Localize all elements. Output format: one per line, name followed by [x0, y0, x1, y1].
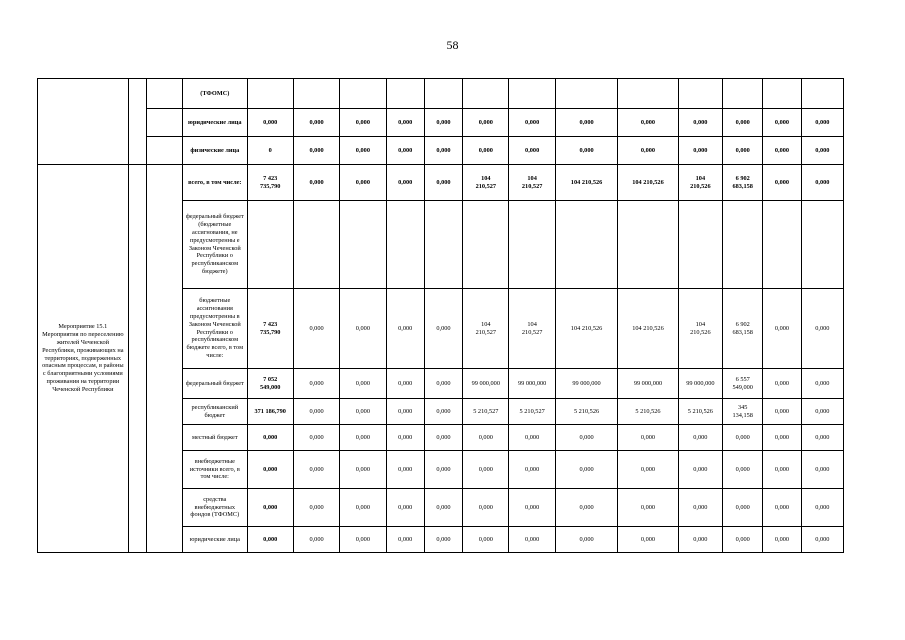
value-cell: 0,000 — [386, 369, 424, 399]
value-cell: 7 423 735,790 — [247, 165, 293, 201]
value-cell — [247, 79, 293, 109]
value-cell: 0,000 — [340, 109, 386, 137]
value-cell: 0,000 — [555, 451, 617, 489]
value-cell: 0,000 — [801, 527, 843, 553]
value-cell: 0,000 — [801, 425, 843, 451]
value-cell: 0,000 — [555, 527, 617, 553]
value-cell: 0,000 — [424, 451, 462, 489]
value-cell: 0,000 — [723, 489, 763, 527]
value-cell: 99 000,000 — [555, 369, 617, 399]
value-cell: 0,000 — [424, 489, 462, 527]
value-cell: 0,000 — [424, 527, 462, 553]
value-cell — [618, 201, 678, 289]
value-cell: 0,000 — [678, 451, 722, 489]
empty-cell — [128, 165, 146, 553]
value-cell: 0,000 — [293, 451, 339, 489]
funding-source-label: внебюджетные источники всего, в том числе: — [183, 451, 247, 489]
table-row — [38, 137, 844, 165]
value-cell: 0,000 — [678, 425, 722, 451]
value-cell: 0,000 — [386, 399, 424, 425]
value-cell: 0,000 — [386, 527, 424, 553]
value-cell: 0,000 — [509, 109, 555, 137]
funding-source-label: бюджетные ассигнования предусмотренны в Законом Чеченской Республики о республиканском бюджете всего, в том числе: — [183, 289, 247, 369]
value-cell: 0,000 — [340, 399, 386, 425]
value-cell: 0,000 — [293, 489, 339, 527]
empty-cell — [146, 165, 182, 553]
table-row — [38, 109, 844, 137]
value-cell — [509, 79, 555, 109]
value-cell: 0,000 — [555, 109, 617, 137]
value-cell: 0,000 — [801, 137, 843, 165]
value-cell: 0,000 — [763, 109, 801, 137]
page-number: 58 — [446, 38, 459, 52]
value-cell: 0,000 — [723, 137, 763, 165]
value-cell: 371 186,790 — [247, 399, 293, 425]
empty-cell — [146, 137, 182, 165]
value-cell: 0,000 — [424, 369, 462, 399]
value-cell: 6 557 549,000 — [723, 369, 763, 399]
value-cell: 0,000 — [801, 369, 843, 399]
value-cell: 0,000 — [247, 109, 293, 137]
value-cell: 104 210,526 — [555, 165, 617, 201]
value-cell: 0,000 — [618, 425, 678, 451]
value-cell: 6 902 683,158 — [723, 165, 763, 201]
value-cell: 104 210,526 — [678, 165, 722, 201]
value-cell: 7 052 549,000 — [247, 369, 293, 399]
value-cell: 0,000 — [763, 489, 801, 527]
value-cell: 0,000 — [424, 109, 462, 137]
value-cell: 104 210,527 — [509, 289, 555, 369]
value-cell: 0,000 — [509, 137, 555, 165]
value-cell: 345 134,158 — [723, 399, 763, 425]
value-cell: 0,000 — [723, 527, 763, 553]
value-cell: 0,000 — [386, 165, 424, 201]
value-cell: 0,000 — [618, 137, 678, 165]
value-cell: 6 902 683,158 — [723, 289, 763, 369]
value-cell: 99 000,000 — [618, 369, 678, 399]
value-cell: 104 210,527 — [509, 165, 555, 201]
value-cell — [618, 79, 678, 109]
value-cell — [678, 201, 722, 289]
value-cell: 0,000 — [678, 109, 722, 137]
value-cell — [424, 201, 462, 289]
value-cell — [555, 79, 617, 109]
value-cell: 0,000 — [801, 165, 843, 201]
value-cell: 0,000 — [424, 425, 462, 451]
value-cell — [723, 79, 763, 109]
value-cell: 0,000 — [386, 451, 424, 489]
value-cell: 0,000 — [340, 369, 386, 399]
value-cell: 0,000 — [340, 165, 386, 201]
value-cell: 5 210,526 — [678, 399, 722, 425]
value-cell: 0,000 — [463, 451, 509, 489]
value-cell: 0,000 — [293, 527, 339, 553]
funding-source-label: юридические лица — [183, 527, 247, 553]
value-cell: 0,000 — [801, 451, 843, 489]
value-cell: 5 210,527 — [463, 399, 509, 425]
value-cell: 0,000 — [763, 369, 801, 399]
value-cell: 0,000 — [763, 451, 801, 489]
value-cell: 0,000 — [293, 109, 339, 137]
funding-source-label: федеральный бюджет (бюджетные ассигнования, не предусмотренны е Законом Чеченской Республики о республиканском бюджете) — [183, 201, 247, 289]
value-cell: 0,000 — [386, 289, 424, 369]
value-cell: 0,000 — [340, 451, 386, 489]
value-cell: 5 210,527 — [509, 399, 555, 425]
value-cell: 0,000 — [340, 527, 386, 553]
value-cell — [763, 201, 801, 289]
value-cell: 0,000 — [509, 489, 555, 527]
value-cell: 0,000 — [618, 527, 678, 553]
value-cell — [555, 201, 617, 289]
value-cell: 0,000 — [618, 109, 678, 137]
value-cell: 104 210,526 — [678, 289, 722, 369]
value-cell: 0,000 — [340, 425, 386, 451]
value-cell: 5 210,526 — [618, 399, 678, 425]
value-cell — [763, 79, 801, 109]
value-cell: 0,000 — [386, 425, 424, 451]
value-cell — [463, 201, 509, 289]
value-cell: 0,000 — [763, 165, 801, 201]
value-cell: 0,000 — [509, 425, 555, 451]
value-cell — [801, 79, 843, 109]
value-cell: 99 000,000 — [509, 369, 555, 399]
value-cell — [386, 79, 424, 109]
table-row — [38, 165, 844, 201]
value-cell: 0,000 — [618, 489, 678, 527]
value-cell: 0,000 — [801, 289, 843, 369]
value-cell: 0,000 — [293, 425, 339, 451]
value-cell: 0,000 — [463, 137, 509, 165]
value-cell: 0,000 — [340, 489, 386, 527]
value-cell: 0,000 — [424, 399, 462, 425]
value-cell: 0,000 — [509, 451, 555, 489]
value-cell: 0,000 — [386, 109, 424, 137]
value-cell — [509, 201, 555, 289]
value-cell: 5 210,526 — [555, 399, 617, 425]
value-cell: 0,000 — [763, 527, 801, 553]
funding-source-label: юридические лица — [183, 109, 247, 137]
value-cell: 99 000,000 — [463, 369, 509, 399]
value-cell: 0,000 — [555, 425, 617, 451]
value-cell: 0,000 — [723, 451, 763, 489]
value-cell: 0,000 — [293, 399, 339, 425]
value-cell: 0,000 — [463, 425, 509, 451]
value-cell — [386, 201, 424, 289]
value-cell: 0,000 — [247, 527, 293, 553]
value-cell: 0,000 — [293, 137, 339, 165]
value-cell: 0,000 — [763, 399, 801, 425]
value-cell: 0,000 — [618, 451, 678, 489]
value-cell — [463, 79, 509, 109]
value-cell: 0,000 — [763, 425, 801, 451]
value-cell: 99 000,000 — [678, 369, 722, 399]
funding-source-label: (ТФОМС) — [183, 79, 247, 109]
value-cell — [293, 79, 339, 109]
value-cell: 0,000 — [293, 289, 339, 369]
value-cell — [340, 79, 386, 109]
value-cell: 0,000 — [723, 425, 763, 451]
value-cell — [678, 79, 722, 109]
value-cell: 0,000 — [293, 165, 339, 201]
value-cell — [247, 201, 293, 289]
value-cell: 104 210,527 — [463, 165, 509, 201]
value-cell: 0,000 — [763, 289, 801, 369]
funding-source-label: федеральный бюджет — [183, 369, 247, 399]
value-cell: 0,000 — [463, 109, 509, 137]
value-cell: 104 210,526 — [618, 165, 678, 201]
value-cell: 104 210,526 — [618, 289, 678, 369]
value-cell: 0,000 — [555, 137, 617, 165]
value-cell: 0,000 — [801, 109, 843, 137]
value-cell: 0,000 — [678, 137, 722, 165]
value-cell: 0,000 — [424, 137, 462, 165]
value-cell: 0,000 — [340, 137, 386, 165]
value-cell: 0,000 — [463, 527, 509, 553]
value-cell: 0,000 — [293, 369, 339, 399]
value-cell: 104 210,527 — [463, 289, 509, 369]
value-cell: 0,000 — [509, 527, 555, 553]
value-cell: 0,000 — [801, 399, 843, 425]
table-row — [38, 79, 844, 109]
funding-source-label: физические лица — [183, 137, 247, 165]
value-cell: 0,000 — [723, 109, 763, 137]
empty-cell — [128, 79, 146, 165]
value-cell: 0 — [247, 137, 293, 165]
budget-table — [37, 78, 844, 553]
value-cell: 0,000 — [763, 137, 801, 165]
value-cell: 0,000 — [247, 425, 293, 451]
empty-cell — [146, 109, 182, 137]
value-cell: 0,000 — [247, 489, 293, 527]
funding-source-label: всего, в том числе: — [183, 165, 247, 201]
value-cell: 0,000 — [463, 489, 509, 527]
empty-cell — [146, 79, 182, 109]
event-cell-continued — [38, 79, 129, 165]
funding-source-label: средства внебюджетных фондов (ТФОМС) — [183, 489, 247, 527]
value-cell — [340, 201, 386, 289]
value-cell: 0,000 — [247, 451, 293, 489]
value-cell: 0,000 — [340, 289, 386, 369]
value-cell: 0,000 — [386, 137, 424, 165]
funding-source-label: местный бюджет — [183, 425, 247, 451]
value-cell: 0,000 — [678, 489, 722, 527]
value-cell: 0,000 — [424, 165, 462, 201]
value-cell — [293, 201, 339, 289]
value-cell: 0,000 — [801, 489, 843, 527]
value-cell: 104 210,526 — [555, 289, 617, 369]
value-cell — [723, 201, 763, 289]
value-cell — [424, 79, 462, 109]
event-title: Мероприятие 15.1 Мероприятия по переселению жителей Чеченской Республики, проживающих на территориях, подверженных опасным процессам, в районы с благоприятными условиями проживания на территории Чеченской Республики — [38, 165, 129, 553]
value-cell: 0,000 — [386, 489, 424, 527]
value-cell: 0,000 — [555, 489, 617, 527]
funding-source-label: республиканский бюджет — [183, 399, 247, 425]
value-cell: 0,000 — [678, 527, 722, 553]
value-cell — [801, 201, 843, 289]
value-cell: 7 423 735,790 — [247, 289, 293, 369]
value-cell: 0,000 — [424, 289, 462, 369]
